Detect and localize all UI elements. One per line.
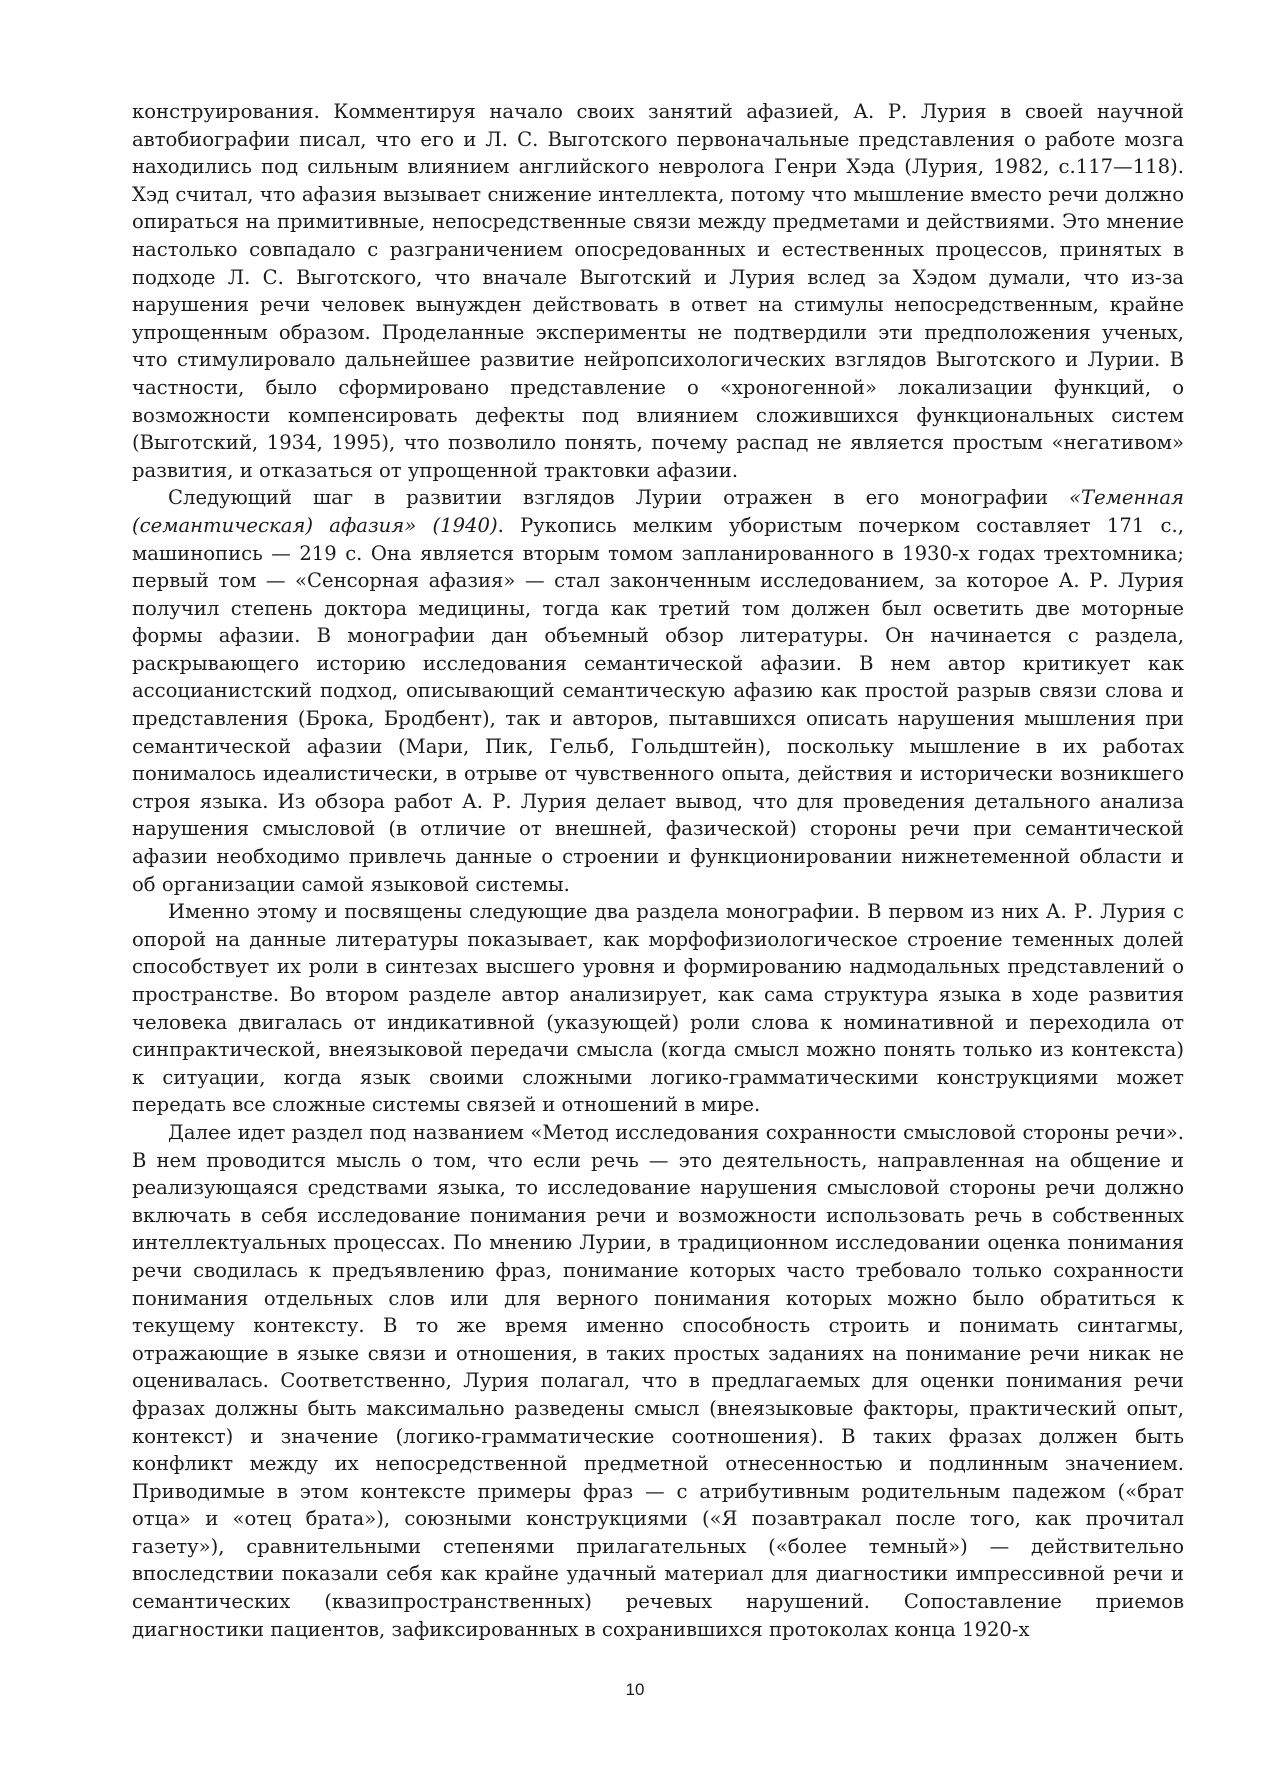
body-text [132,98,1184,1643]
paragraph-2-text-start: Следующий шаг в развитии взглядов Лурии отражен в его монографии [168,486,1070,510]
monograph-title: «Теменная (семантическая) афазия» (1940) [132,486,1184,537]
paragraph-1-text: конструирования. Комментируя начало своих занятий афазией, А. Р. Лурия в своей научной автобиографии писал, что его и Л. С. Выготского первоначальные представления о работе мозга находились под сильным влиянием английского невролога Генри Хэда (Лурия, 1982, с.117—118). Хэд считал, что афазия вызывает снижение интеллекта, потому что мышление вместо речи должно опираться на примитивные, непосредственные связи между предметами и действиями. Это мнение настолько совпадало с разграничением опосредованных и естественных процессов, принятых в подходе Л. С. Выготского, что вначале Выготский и Лурия вслед за Хэдом думали, что из-за нарушения речи человек вынужден действовать в ответ на стимулы непосредственным, крайне упрощенным образом. Проделанные эксперименты не подтвердили эти предположения ученых, что стимулировало дальнейшее развитие нейропсихологических взглядов Выготского и Лурии. В частности, было сформировано представление о «хроногенной» локализации функций, о возможности компенсировать дефекты под влиянием сложившихся функциональных систем (Выготский, 1934, 1995), что позволило понять, почему распад не является простым «негативом» развития, и отказаться от упрощенной трактовки афазии. [132,100,1184,482]
paragraph-4-text: Далее идет раздел под названием «Метод исследования сохранности смысловой стороны речи». В нем проводится мысль о том, что если речь — это деятельность, направленная на общение и реализующаяся средствами языка, то исследование нарушения смысловой стороны речи должно включать в себя исследование понимания речи и возможности использовать речь в собственных интеллектуальных процессах. По мнению Лурии, в традиционном исследовании оценка понимания речи сводилась к предъявлению фраз, понимание которых часто требовало только сохранности понимания отдельных слов или для верного понимания которых можно было обратиться к текущему контексту. В то же время именно способность строить и понимать синтагмы, отражающие в языке связи и отношения, в таких простых заданиях на понимание речи никак не оценивалась. Соответственно, Лурия полагал, что в предлагаемых для оценки понимания речи фразах должны быть максимально разведены смысл (внеязыковые факторы, практический опыт, контекст) и значение (логико-грамматические соотношения). В таких фразах должен быть конфликт между их непосредственной предметной отнесенностью и подлинным значением. Приводимые в этом контексте примеры фраз — с атрибутивным родительным падежом («брат отца» и «отец брата»), союзными конструкциями («Я позавтракал после того, как прочитал газету»), сравнительными степенями прилагательных («более темный») — действительно впоследствии показали себя как крайне удачный материал для диагностики импрессивной речи и семантических (квазипространственных) речевых нарушений. Сопоставление приемов диагностики пациентов, зафиксированных в сохранившихся протоколах конца 1920-х [132,1120,1184,1641]
paragraph-2 [132,484,1184,898]
paragraph-1 [132,98,1184,484]
paragraph-3-text: Именно этому и посвящены следующие два раздела монографии. В первом из них А. Р. Лурия с опорой на данные литературы показывает, как морфофизиологическое строение теменных долей способствует их роли в синтезах высшего уровня и формированию надмодальных представлений о пространстве. Во втором разделе автор анализирует, как сама структура языка в ходе развития человека двигалась от индикативной (указующей) роли слова к номинативной и переходила от синпрактической, внеязыковой передачи смысла (когда смысл можно понять только из контекста) к ситуации, когда язык своими сложными логико-грамматическими конструкциями может передать все сложные системы связей и отношений в мире. [132,900,1184,1117]
paragraph-4 [132,1119,1184,1643]
paragraph-2-text-end: . Рукопись мелким убористым почерком составляет 171 с., машинопись — 219 с. Она является вторым томом запланированного в 1930-х годах трехтомника; первый том — «Сенсорная афазия» — стал законченным исследованием, за которое А. Р. Лурия получил степень доктора медицины, тогда как третий том должен был осветить две моторные формы афазии. В монографии дан объемный обзор литературы. Он начинается с раздела, раскрывающего историю исследования семантической афазии. В нем автор критикует как ассоцианистский подход, описывающий семантическую афазию как простой разрыв связи слова и представления (Брока, Бродбент), так и авторов, пытавшихся описать нарушения мышления при семантической афазии (Мари, Пик, Гельб, Гольдштейн), поскольку мышление в их работах понималось идеалистически, в отрыве от чувственного опыта, действия и исторически возникшего строя языка. Из обзора работ А. Р. Лурия делает вывод, что для проведения детального анализа нарушения смысловой (в отличие от внешней, фазической) стороны речи при семантической афазии необходимо привлечь данные о строении и функционировании нижнетеменной области и об организации самой языковой системы. [132,513,1184,896]
paragraph-3 [132,898,1184,1119]
page-number: 10 [625,1680,645,1699]
